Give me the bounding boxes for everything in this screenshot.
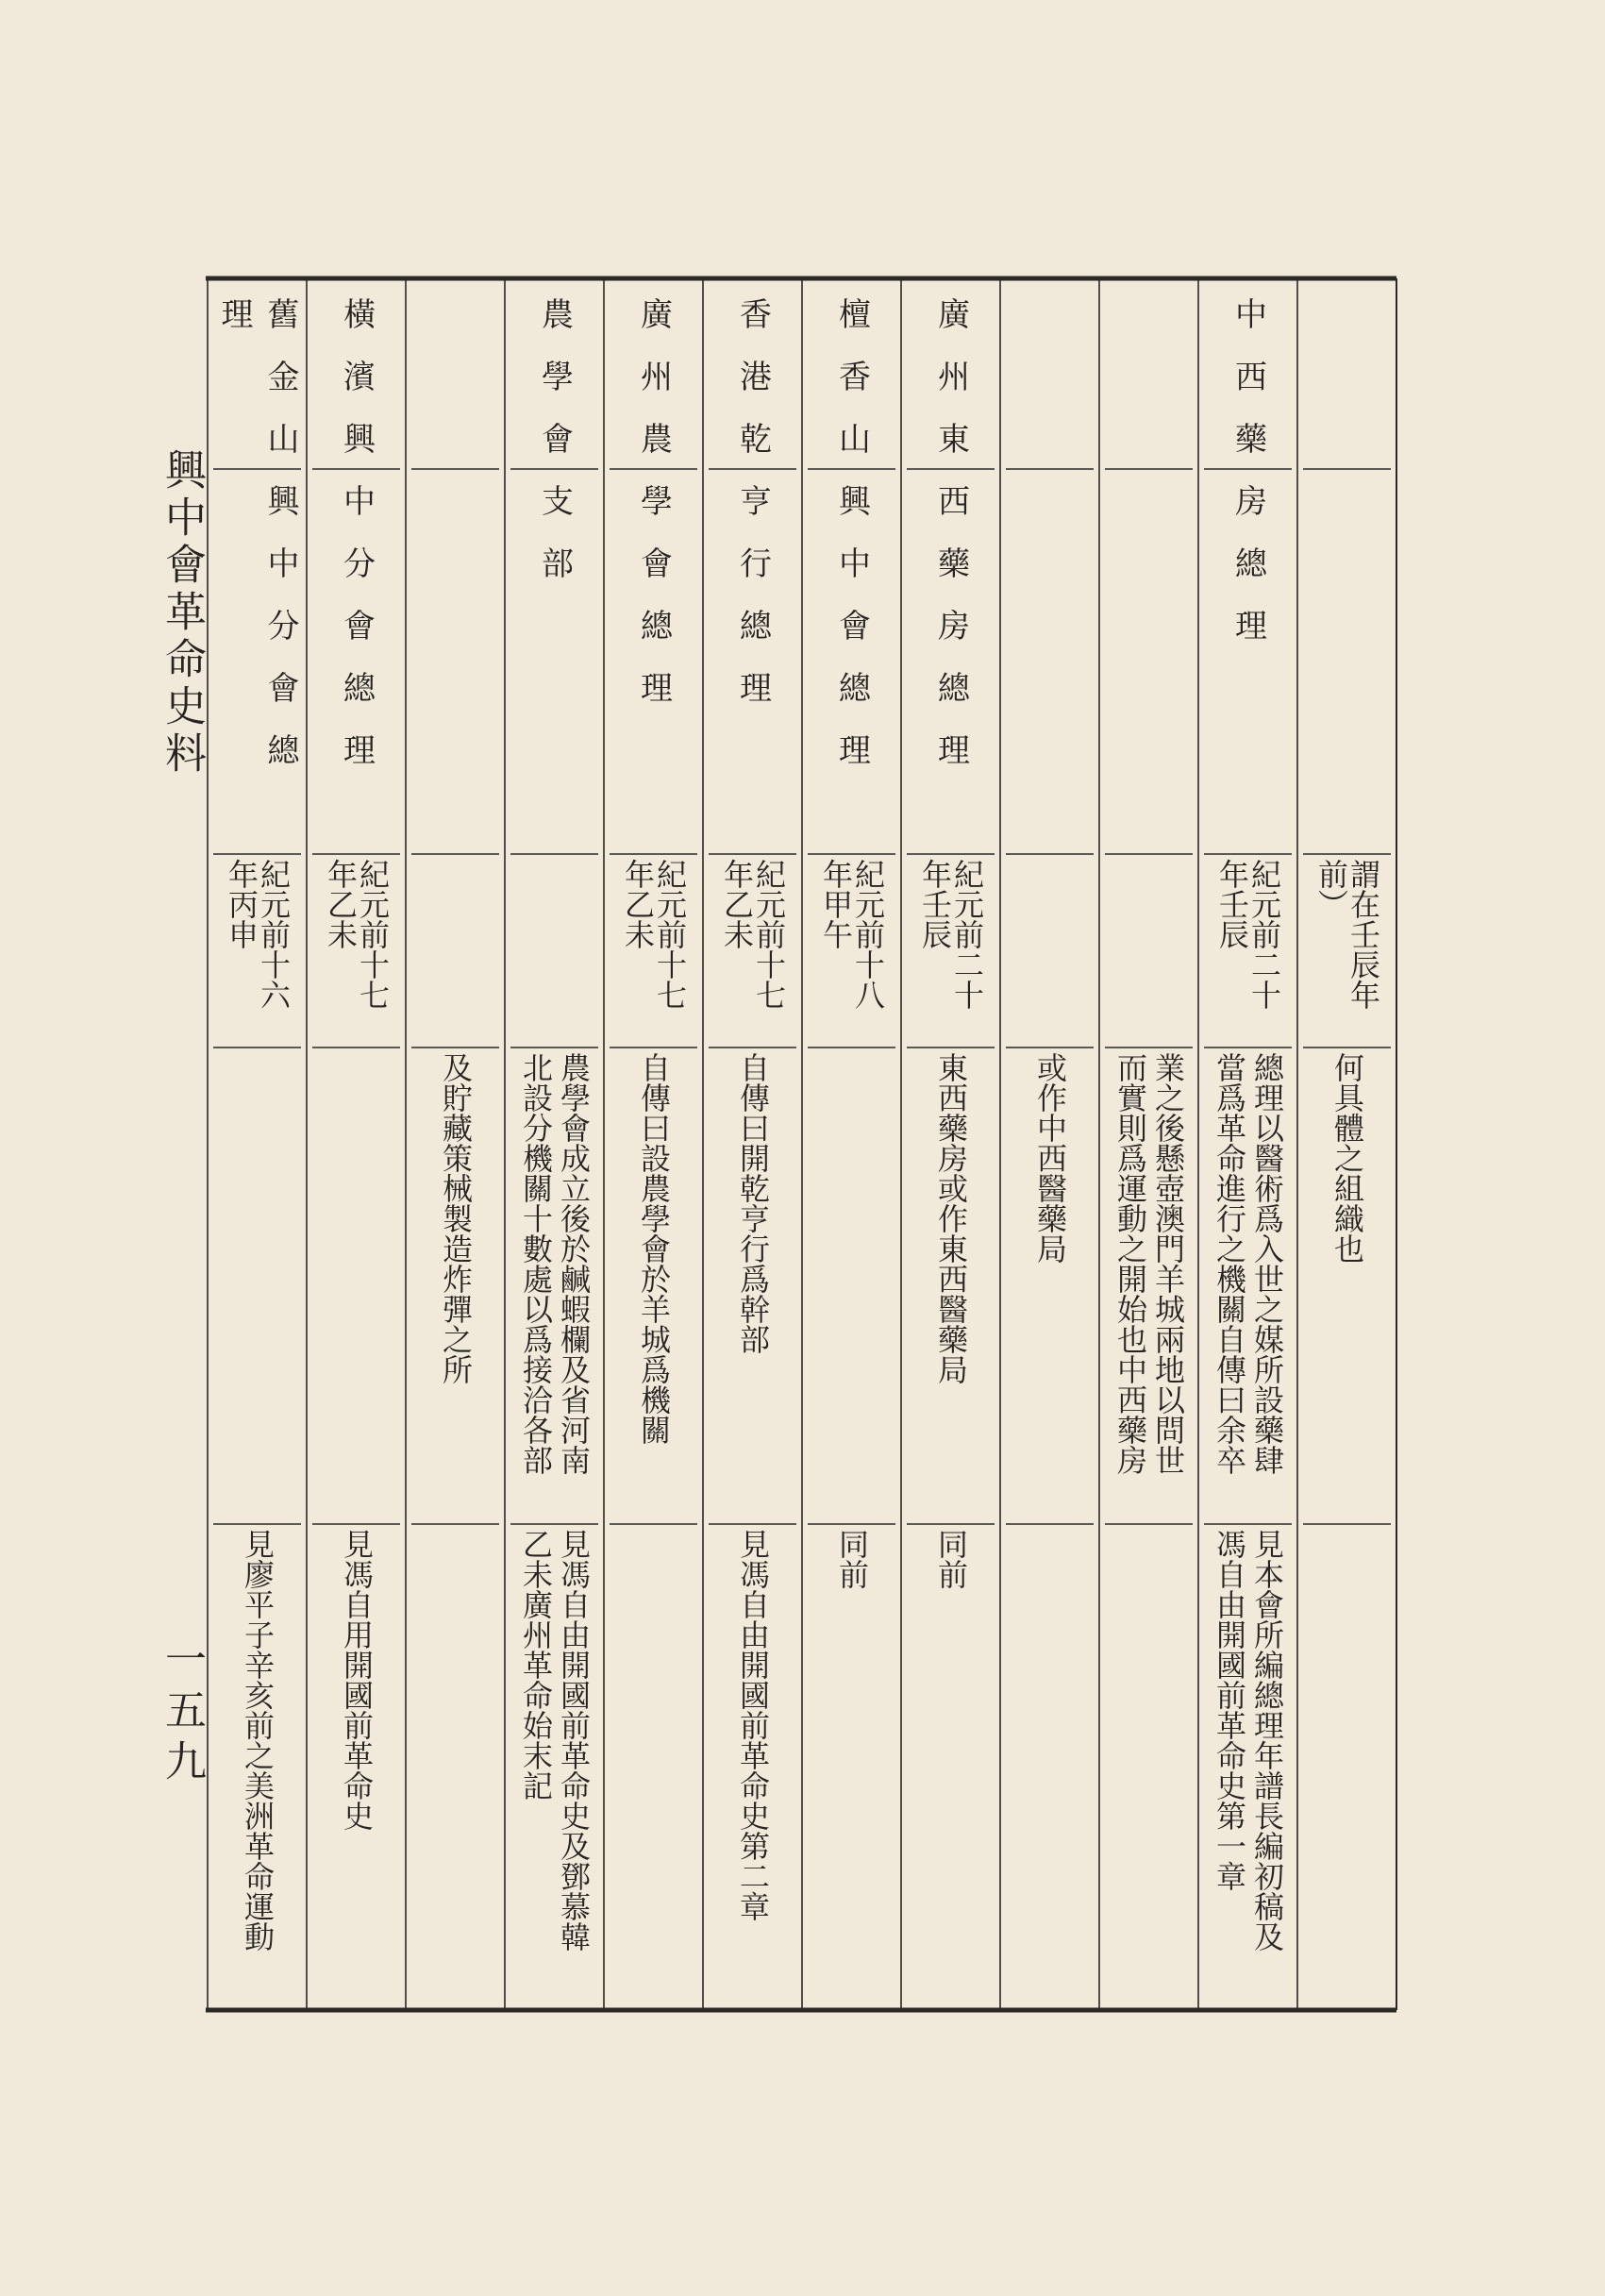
cell-text: 自傳曰設農學會於羊城爲機關 [636, 1052, 672, 1445]
table-cell-source [1298, 1529, 1396, 1982]
table-cell-date [506, 859, 604, 1043]
cell-text: 總理以醫術爲入世之媒所設藥肆當爲革命進行之機關自傳曰余卒 [1212, 1052, 1285, 1475]
cell-text: 同前 [834, 1529, 870, 1589]
table-cell-source [407, 1529, 505, 1982]
cell-text: 橫濱興中分會總理 [337, 297, 376, 796]
table-cell-note [605, 1052, 703, 1519]
table-cell-name [902, 297, 1000, 845]
table-cell-note [902, 1052, 1000, 1519]
table-cell-date [803, 859, 901, 1043]
cell-text: 或作中西醫藥局 [1032, 1052, 1068, 1264]
cell-text: 廣州東西藥房總理 [931, 297, 970, 796]
cell-text: 見馮自由開國前革命史及鄧慕韓乙未廣州革命始末記 [518, 1529, 592, 1952]
table-cell-date [1298, 859, 1396, 1043]
table-cell-source [506, 1529, 604, 1982]
table-cell-note [1199, 1052, 1297, 1519]
table-cell-name [704, 297, 802, 845]
table-cell-source [1199, 1529, 1297, 1982]
table-cell-name [1298, 297, 1396, 845]
table-cell-name [605, 297, 703, 845]
table-cell-name [308, 297, 406, 845]
cell-text: 紀元前十八年甲午 [818, 859, 886, 1010]
table-cell-source [704, 1529, 802, 1982]
running-head: 興中會革命史料 [158, 448, 206, 779]
table-cell-date [308, 859, 406, 1043]
table-cell-note [803, 1052, 901, 1519]
table-cell-source [605, 1529, 703, 1982]
table-cell-name [803, 297, 901, 845]
table-cell-note [1298, 1052, 1396, 1519]
table-cell-source [209, 1529, 307, 1982]
table-cell-note [1001, 1052, 1099, 1519]
table-cell-source [1100, 1529, 1198, 1982]
cell-text: 見廖平子辛亥前之美洲革命運動 [240, 1529, 276, 1952]
table-cell-date [1001, 859, 1099, 1043]
cell-text: 香港乾亨行總理 [733, 297, 772, 733]
table-cell-name [1001, 297, 1099, 845]
cell-text: 農學會成立後於鹹蝦欄及省河南北設分機關十數處以爲接洽各部 [518, 1052, 592, 1475]
table-cell-note [209, 1052, 307, 1519]
table-cell-date [605, 859, 703, 1043]
cell-text: 謂在壬辰年前） [1313, 859, 1381, 1010]
cell-text: 何具體之組織也 [1329, 1052, 1365, 1264]
table-cell-note [704, 1052, 802, 1519]
cell-text: 紀元前二十年壬辰 [917, 859, 985, 1010]
cell-text: 紀元前十七年乙未 [719, 859, 787, 1010]
cell-text: 廣州農學會總理 [634, 297, 673, 733]
cell-text: 紀元前十六年丙申 [224, 859, 292, 1010]
cell-text: 見本會所編總理年譜長編初稿及馮自由開國前革命史第一章 [1212, 1529, 1285, 1952]
table-cell-source [1001, 1529, 1099, 1982]
cell-text: 見馮自由開國前革命史第二章 [735, 1529, 771, 1921]
table-cell-date [704, 859, 802, 1043]
table-cell-date [209, 859, 307, 1043]
cell-text: 中西藥房總理 [1229, 297, 1267, 671]
table-cell-date [407, 859, 505, 1043]
table-cell-date [1199, 859, 1297, 1043]
table-cell-name [407, 297, 505, 845]
page-number: 一五九 [158, 1637, 206, 1790]
table-cell-note [1100, 1052, 1198, 1519]
table-cell-name [1199, 297, 1297, 845]
cell-text: 農學會支部 [535, 297, 574, 609]
table-cell-source [308, 1529, 406, 1982]
table-cell-date [902, 859, 1000, 1043]
table-cell-note [506, 1052, 604, 1519]
table-cell-source [803, 1529, 901, 1982]
table-cell-name [209, 297, 307, 845]
cell-text: 紀元前十七年乙未 [620, 859, 688, 1010]
cell-text: 自傳曰開乾亨行爲幹部 [735, 1052, 771, 1354]
cell-text: 紀元前二十年壬辰 [1214, 859, 1282, 1010]
cell-text: 檀香山興中會總理 [832, 297, 871, 796]
table-cell-source [902, 1529, 1000, 1982]
cell-text: 舊金山興中分會總理 [215, 297, 299, 796]
table-cell-name [506, 297, 604, 845]
cell-text: 業之後懸壺澳門羊城兩地以問世而實則爲運動之開始也中西藥房 [1112, 1052, 1186, 1475]
cell-text: 見馮自用開國前革命史 [339, 1529, 375, 1831]
cell-text: 紀元前十七年乙未 [323, 859, 391, 1010]
cell-text: 東西藥房或作東西醫藥局 [933, 1052, 969, 1384]
table-cell-name [1100, 297, 1198, 845]
table-cell-note [308, 1052, 406, 1519]
table-cell-date [1100, 859, 1198, 1043]
table-cell-note [407, 1052, 505, 1519]
cell-text: 及貯藏策械製造炸彈之所 [438, 1052, 474, 1384]
cell-text: 同前 [933, 1529, 969, 1589]
